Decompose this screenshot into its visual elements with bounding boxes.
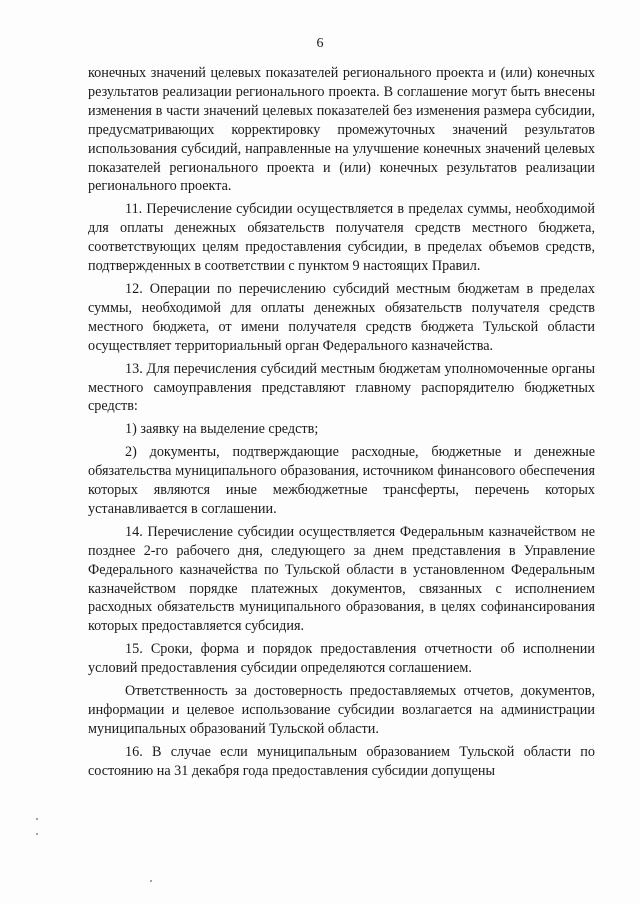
paragraph-12: 12. Операции по перечислению субсидий местным бюджетам в пределах суммы, необходимой для оплаты денежных обязательств получателя средств местного бюджета, от имени получателя средств бюджета Тульской области осуществляет территориальный орган Федерального казначейства. bbox=[88, 280, 595, 354]
scan-speck bbox=[36, 833, 38, 835]
scan-speck bbox=[36, 818, 38, 820]
page-number: 6 bbox=[316, 36, 324, 51]
paragraph-15: 15. Сроки, форма и порядок предоставления отчетности об исполнении условий предоставления субсидии определяются соглашением. bbox=[88, 641, 595, 677]
paragraph-16: 16. В случае если муниципальным образованием Тульской области по состоянию на 31 декабря года предоставления субсидии допущены bbox=[88, 743, 595, 779]
paragraph-13-item-2: 2) документы, подтверждающие расходные, бюджетные и денежные обязательства муниципального образования, источником финансового обеспечения которых являются иные межбюджетные трансферты, перечень которых устанавливается в соглашении. bbox=[88, 444, 595, 517]
scan-speck bbox=[150, 880, 152, 882]
document-body bbox=[88, 64, 595, 785]
paragraph-13-item-1: 1) заявку на выделение средств; bbox=[125, 421, 319, 438]
paragraph-13: 13. Для перечисления субсидий местным бюджетам уполномоченные органы местного самоуправления представляют главному распорядителю бюджетных средств: bbox=[88, 360, 595, 415]
paragraph-11: 11. Перечисление субсидии осуществляется в пределах суммы, необходимой для оплаты денежных обязательств получателя средств местного бюджета, соответствующих целям предоставления субсидии, в пределах объемов средств, подтвержденных в соответствии с пунктом 9 настоящих Правил. bbox=[88, 201, 595, 275]
paragraph-continuation: конечных значений целевых показателей регионального проекта и (или) конечных результатов реализации регионального проекта. В соглашение могут быть внесены изменения в части значений целевых показателей без изменения размера субсидии, предусматривающих корректировку промежуточных значений результатов использования субсидий, направленные на улучшение конечных значений целевых показателей регионального проекта и (или) конечных результатов реализации регионального проекта. bbox=[88, 65, 595, 195]
paragraph-responsibility: Ответственность за достоверность предоставляемых отчетов, документов, информации и целевое использование субсидии возлагается на администрации муниципальных образований Тульской области. bbox=[88, 683, 595, 737]
paragraph-14: 14. Перечисление субсидии осуществляется Федеральным казначейством не позднее 2-го рабочего дня, следующего за днем представления в Управление Федерального казначейства по Тульской области в установленном Федеральным казначейством порядке платежных документов, связанных с исполнением расходных обязательств муниципального образования, в целях софинансирования которых предоставляется субсидия. bbox=[88, 523, 595, 635]
